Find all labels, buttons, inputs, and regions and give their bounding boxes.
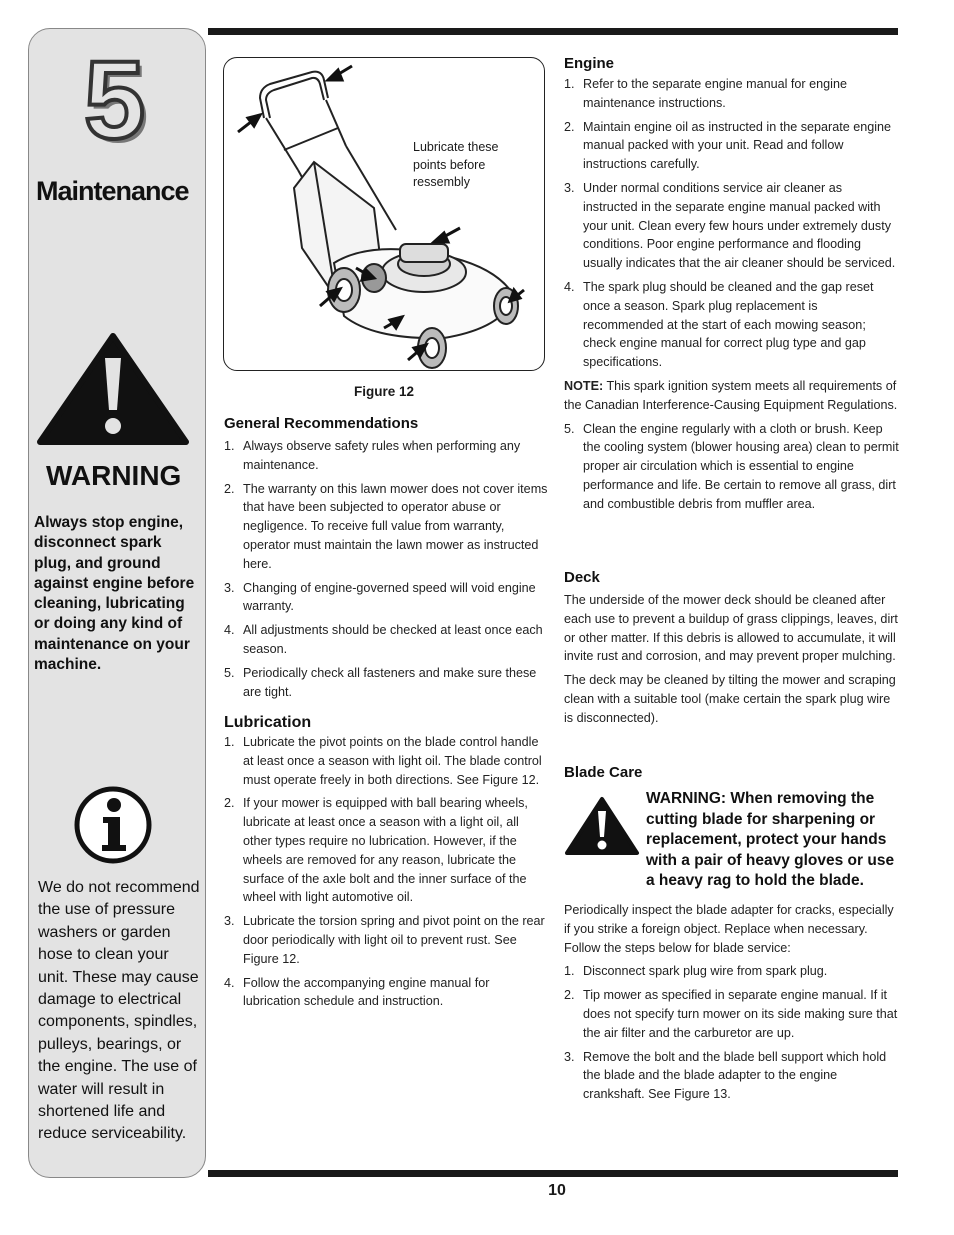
engine-heading: Engine <box>564 55 615 72</box>
list-item: 2. Maintain engine oil as instructed in the separate engine manual packed with your unit. Read and follow instructions carefully. <box>564 119 892 172</box>
list-item: 5. Periodically check all fasteners and make sure these are tight. <box>224 665 537 699</box>
info-icon <box>73 785 153 865</box>
blade-intro: Periodically inspect the blade adapter for cracks, especially if you strike a foreign object. Replace when necessary. Follow the steps below for blade service: <box>564 903 894 955</box>
chapter-number: 5 <box>84 39 146 162</box>
general-heading: General Recommendations <box>224 415 419 432</box>
lubrication-heading: Lubrication <box>224 714 312 731</box>
mower-figure <box>223 57 545 371</box>
chapter-title: Maintenance <box>36 176 189 206</box>
lubrication-list <box>224 733 549 1011</box>
list-item: 1. Refer to the separate engine manual for engine maintenance instructions. <box>564 77 847 110</box>
list-item: 2. If your mower is equipped with ball bearing wheels, lubricate at least once a season with a light oil, all other types require no lubrication. However, if the wheels are removed for any reason, lubricate the surface of the axle bolt and the inner surface of the wheel with light automotive oil. <box>224 796 528 905</box>
engine-section <box>564 54 900 514</box>
general-list <box>224 437 549 701</box>
figure-callout: Lubricate these points before ressembly <box>413 140 499 189</box>
list-item: 4. All adjustments should be checked at least once each season. <box>224 623 543 656</box>
blade-warning-text: WARNING: When removing the cutting blade for sharpening or replacement, protect your hands with a pair of heavy gloves or use a heavy rag to hold the blade. <box>646 790 895 889</box>
blade-list <box>564 962 900 1104</box>
deck-heading: Deck <box>564 569 600 586</box>
list-item: 4. Follow the accompanying engine manual for lubrication schedule and instruction. <box>224 975 490 1009</box>
list-item: 3. Under normal conditions service air cleaner as instructed in the separate engine manual packed with your unit. Clean every few hours under extremely dusty conditions. Poor engine performance and flooding usually indicates that the air cleaner should be serviced. <box>564 180 896 271</box>
engine-list-continued <box>564 420 900 514</box>
blade-heading: Blade Care <box>564 764 643 781</box>
list-item: 2. The warranty on this lawn mower does not cover items that have been subjected to operator abuse or negligence. To receive full value from warranty, operator must maintain the lawn mower as instructed here. <box>224 481 548 571</box>
list-item: 1. Lubricate the pivot points on the blade control handle at least once a season with light oil. The blade control must operate freely in both directions. See Figure 12. <box>224 735 542 787</box>
engine-list <box>564 75 900 372</box>
blade-section <box>564 763 900 1104</box>
list-item: 2. Tip mower as specified in separate engine manual. If it does not specify turn mower on its side making sure that the air filter and the carburetor are up. <box>564 988 898 1040</box>
warning-text: Always stop engine, disconnect spark plug, and ground against engine before cleaning, lubricating or doing any kind of maintenance on your machine. <box>34 514 195 674</box>
engine-note: NOTE: This spark ignition system meets all requirements of the Canadian Interference-Causing Equipment Regulations. <box>564 378 898 412</box>
deck-paragraph: The underside of the mower deck should be cleaned after each use to prevent a buildup of grass clippings, leaves, dirt or other matter. If this debris is allowed to accumulate, it will invite rust and corrosion, and may prevent proper mulching. <box>564 593 898 664</box>
warning-title: WARNING <box>46 460 182 491</box>
blade-warning-box <box>564 789 900 901</box>
list-item: 1. Disconnect spark plug wire from spark plug. <box>564 964 828 979</box>
list-item: 3. Remove the bolt and the blade bell support which hold the blade and the blade adapter to the engine crankshaft. See Figure 13. <box>564 1049 887 1102</box>
info-text: We do not recommend the use of pressure washers or garden hose to clean your unit. These may cause damage to electrical components, spindles, pulleys, bearings, or the engine. The use of water will result in shortened life and reduce serviceability. <box>38 879 200 1143</box>
lubrication-section <box>224 713 549 1011</box>
lawn-mower-illustration <box>224 58 544 370</box>
list-item: 3. Changing of engine-governed speed will void engine warranty. <box>224 580 536 614</box>
general-section <box>224 414 549 701</box>
deck-paragraph: The deck may be cleaned by tilting the mower and scraping clean with a suitable tool (make certain the spark plug wire is disconnected). <box>564 673 896 725</box>
list-item: 4. The spark plug should be cleaned and the gap reset once a season. Spark plug replacement is recommended at the start of each mowing season; check engine manual for correct plug type and gap specifications. <box>564 279 874 370</box>
top-rule <box>208 28 898 35</box>
deck-section <box>564 568 900 728</box>
list-item: 3. Lubricate the torsion spring and pivot point on the rear door periodically with light oil to prevent rust. See Figure 12. <box>224 914 545 966</box>
figure-caption: Figure 12 <box>353 384 415 399</box>
warning-triangle-icon <box>564 795 640 857</box>
list-item: 5. Clean the engine regularly with a cloth or brush. Keep the cooling system (blower housing area) clean to permit proper air circulation which is essential to engine performance and life. Be certain to remove all grass, dirt and combustible debris from muffler area. <box>564 421 899 511</box>
list-item: 1. Always observe safety rules when performing any maintenance. <box>224 439 521 472</box>
page-number: 10 <box>548 1182 566 1199</box>
bottom-rule <box>208 1170 898 1177</box>
warning-triangle-icon <box>36 330 190 448</box>
